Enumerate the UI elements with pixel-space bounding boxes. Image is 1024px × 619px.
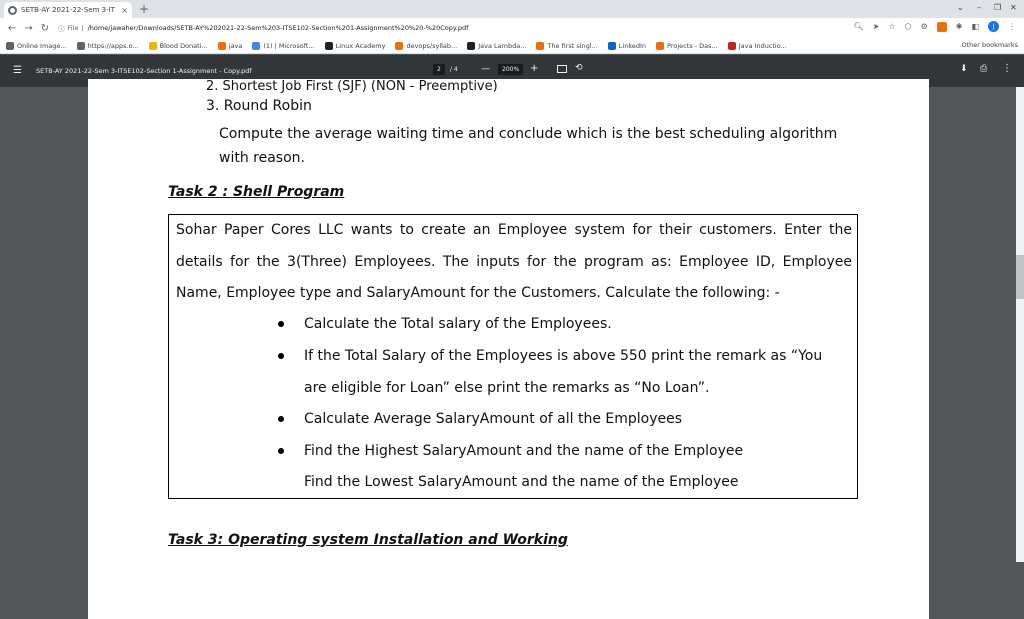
extension-2-icon[interactable]: ⚙ xyxy=(920,22,928,31)
bookmark-favicon-icon xyxy=(608,42,616,50)
bookmark-item[interactable] xyxy=(728,42,787,50)
bookmark-label: Linux Academy xyxy=(335,41,386,50)
bookmark-item[interactable] xyxy=(325,42,386,50)
bookmark-item[interactable] xyxy=(252,42,314,50)
task3-heading: Task 3: Operating system Installation and Working xyxy=(168,532,568,548)
bookmark-item[interactable] xyxy=(656,42,718,50)
bookmark-favicon-icon xyxy=(218,42,226,50)
new-tab-button[interactable]: + xyxy=(139,2,150,16)
bookmark-item[interactable] xyxy=(149,42,208,50)
bookmark-item[interactable] xyxy=(395,42,457,50)
toolbar-icons xyxy=(854,21,1016,32)
hamburger-menu-icon[interactable]: ☰ xyxy=(13,65,22,76)
bookmark-label: devops/syllab... xyxy=(406,41,458,50)
bookmark-favicon-icon xyxy=(252,42,260,50)
bookmark-favicon-icon xyxy=(536,42,544,50)
bullet-text: Calculate Average SalaryAmount of all the Employees xyxy=(304,411,683,427)
bookmark-label: LinkedIn xyxy=(618,41,647,50)
bookmark-item[interactable] xyxy=(6,42,67,50)
pdf-page xyxy=(88,79,929,619)
tab-search-icon[interactable]: ⌄ xyxy=(957,3,964,12)
more-options-icon[interactable]: ⋮ xyxy=(1002,63,1012,74)
bookmark-label: Online Image... xyxy=(17,41,67,50)
bullet-item xyxy=(304,341,844,404)
bookmark-favicon-icon xyxy=(467,42,475,50)
title-bar xyxy=(0,0,1024,18)
side-panel-icon[interactable]: ◧ xyxy=(971,22,979,31)
zoom-level-input[interactable]: 200% xyxy=(498,64,523,75)
omnibox[interactable] xyxy=(58,20,898,36)
bullet-item xyxy=(304,404,844,436)
bookmarks-bar xyxy=(0,38,1024,54)
fit-page-icon[interactable] xyxy=(557,65,567,73)
task2-box xyxy=(168,214,858,499)
restore-icon[interactable]: ❐ xyxy=(994,3,1002,12)
bullet-dot-icon xyxy=(278,353,284,359)
bullet-dot-icon xyxy=(278,448,284,454)
send-icon[interactable]: ➤ xyxy=(872,22,880,31)
close-window-icon[interactable]: ✕ xyxy=(1010,3,1017,12)
bookmark-favicon-icon xyxy=(77,42,85,50)
info-icon[interactable]: ⓘ xyxy=(58,24,65,33)
profile-avatar[interactable]: J xyxy=(988,21,999,32)
bookmark-label: Projects - Das... xyxy=(667,41,718,50)
compute-paragraph: Compute the average waiting time and conclude which is the best scheduling algorithm with reason. xyxy=(219,126,838,166)
url-separator: | xyxy=(81,24,84,32)
bookmark-star-icon[interactable]: ☆ xyxy=(888,22,896,31)
bullet-dot-icon xyxy=(278,416,284,422)
pdf-viewer[interactable] xyxy=(0,79,1024,562)
bullet-item xyxy=(304,436,844,468)
browser-tab[interactable] xyxy=(4,2,132,18)
round-robin-item: 3. Round Robin xyxy=(206,98,312,114)
bookmark-item[interactable] xyxy=(77,42,139,50)
url-text[interactable]: /home/jawaher/Downloads/SETB-AY%202021-22-Sem%203-ITSE102-Section%201-Assignment%20%20-%20Copy.pdf xyxy=(87,24,469,32)
bookmark-label: (1) | Microsoft... xyxy=(263,41,315,50)
page-number-input[interactable]: 2 xyxy=(433,64,445,75)
zoom-in-button[interactable]: + xyxy=(530,63,539,74)
back-icon[interactable]: ← xyxy=(8,22,17,34)
download-icon[interactable]: ⬇ xyxy=(960,64,968,74)
other-bookmarks[interactable]: Other bookmarks xyxy=(961,41,1018,49)
scrollbar-thumb[interactable] xyxy=(1016,255,1024,299)
browser-menu-icon[interactable]: ⋮ xyxy=(1008,22,1016,31)
last-line: Find the Lowest SalaryAmount and the name of the Employee xyxy=(304,474,739,490)
page-total: / 4 xyxy=(450,66,458,73)
bookmark-label: java xyxy=(228,41,243,50)
bookmark-item[interactable] xyxy=(536,42,597,50)
bookmark-item[interactable] xyxy=(467,42,526,50)
address-bar xyxy=(0,18,1024,38)
bookmark-favicon-icon xyxy=(656,42,664,50)
pdf-title: SETB-AY 2021-22-Sem 3-ITSE102-Section 1-Assignment - Copy.pdf xyxy=(36,67,252,75)
bookmark-label: Blood Donati... xyxy=(159,41,208,50)
bookmark-item[interactable] xyxy=(218,42,243,50)
bookmark-label: Java Lambda... xyxy=(478,41,527,50)
bullet-item xyxy=(304,309,844,341)
bookmark-favicon-icon xyxy=(728,42,736,50)
reload-icon[interactable]: ↻ xyxy=(40,22,50,34)
tab-title: SETB-AY 2021-22-Sem 3-IT xyxy=(21,6,115,14)
bookmark-item[interactable] xyxy=(608,42,646,50)
cut-off-line: 2. Shortest Job First (SJF) (NON - Preemptive) xyxy=(206,79,498,94)
extension-badge-icon[interactable] xyxy=(937,22,947,32)
task2-heading: Task 2 : Shell Program xyxy=(168,184,345,200)
url-scheme: File xyxy=(67,24,79,32)
bookmark-label: https://apps.o... xyxy=(87,41,139,50)
tab-favicon-icon xyxy=(8,6,17,15)
extensions-puzzle-icon[interactable]: ✱ xyxy=(955,22,963,31)
zoom-icon[interactable]: 🔍︎ xyxy=(853,22,864,31)
forward-icon[interactable]: → xyxy=(24,22,33,34)
bookmark-favicon-icon xyxy=(395,42,403,50)
bookmark-label: The first singl... xyxy=(547,41,598,50)
zoom-out-button[interactable]: — xyxy=(481,64,490,74)
rotate-icon[interactable]: ⟲ xyxy=(575,63,583,73)
bullet-dot-icon xyxy=(278,321,284,327)
extension-icon[interactable]: ⬡ xyxy=(904,22,912,31)
bullet-text: Find the Highest SalaryAmount and the name of the Employee xyxy=(304,443,744,459)
bookmark-favicon-icon xyxy=(325,42,333,50)
bookmark-label: Java Inductio... xyxy=(738,41,787,50)
task2-intro: Sohar Paper Cores LLC wants to create an Employee system for their customers. Enter the details for the 3(Three) Employees. The inputs for the program as: Employee ID, Employee Name, Employee type and SalaryAmount for the Customers. Calculate the following: - xyxy=(176,222,852,301)
scrollbar[interactable] xyxy=(1016,87,1024,562)
tab-close-icon[interactable]: × xyxy=(121,5,128,15)
bookmark-favicon-icon xyxy=(149,42,157,50)
minimize-icon[interactable]: – xyxy=(977,3,981,12)
bullet-text: If the Total Salary of the Employees is above 550 print the remark as “You are eligible for Loan” else print the remarks as “No Loan”. xyxy=(304,348,823,396)
print-icon[interactable]: ⎙ xyxy=(980,64,988,74)
bullet-text: Calculate the Total salary of the Employees. xyxy=(304,316,612,332)
bookmark-favicon-icon xyxy=(6,42,14,50)
